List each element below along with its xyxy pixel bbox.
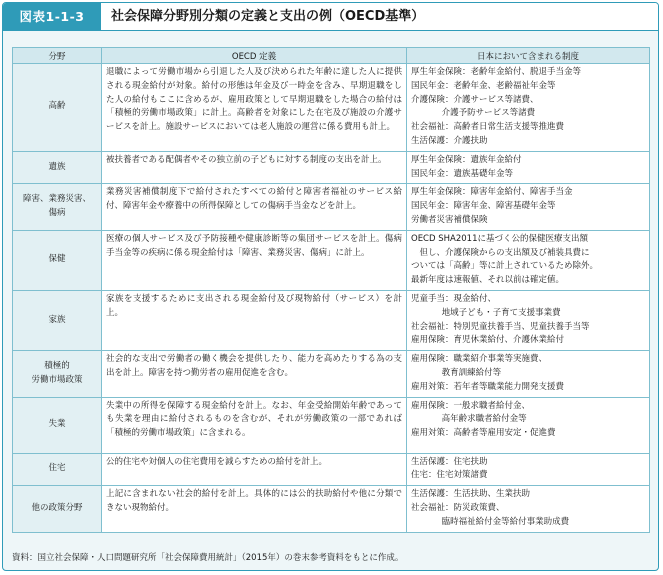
system-item: 国民年金：遺族基礎年金等 [411, 168, 514, 179]
table-row [13, 486, 650, 532]
oecd-definition-cell: 公的住宅や対個人の住宅費用を減らすための給付を計上。 [102, 453, 407, 486]
japan-systems-cell [407, 64, 650, 152]
oecd-definition-cell: 社会的な支出で労働者の働く機会を提供したり、能力を高めたりする為の支出を計上。障害を持つ勤労者の雇用促進を含む。 [102, 351, 407, 397]
column-header-category: 分野 [13, 48, 102, 64]
system-item: 介護保険：介護サービス等諸費、 [411, 94, 539, 105]
category-label: 高齢 [48, 101, 66, 112]
japan-systems-cell [407, 290, 650, 350]
japan-systems-cell [407, 151, 650, 184]
system-item: 労働者災害補償保険 [411, 214, 488, 225]
source-note: 資料：国立社会保障・人口問題研究所「社会保障費用統計」（2015年）の巻末参考資料をもとに作成。 [12, 553, 404, 563]
title-bar [3, 3, 658, 31]
system-item: 厚生年金保険：障害年金給付、障害手当金 [411, 187, 573, 198]
category-label: 傷病 [48, 208, 66, 219]
system-item: ついては「高齢」等に計上されているため除外。 [411, 261, 599, 272]
system-item: 介護予防サービス等諸費 [441, 108, 536, 119]
japan-systems-cell [407, 351, 650, 397]
system-item: 生活保護：生活扶助、生業扶助 [411, 489, 531, 500]
oecd-definition-cell: 失業中の所得を保障する現金給付を計上。なお、年金受給開始年齢であっても失業を理由に給付されるものを含むが、それが労働政策の一部であれば「積極的労働市場政策」に含まれる。 [102, 397, 407, 453]
category-label: 他の政策分野 [31, 502, 83, 513]
table-row [13, 351, 650, 397]
system-item: 国民年金：老齢年金、老齢福祉年金等 [411, 80, 556, 91]
system-item: 但し、介護保険からの支出額及び補装具費に [411, 247, 590, 258]
table-row [13, 290, 650, 350]
oecd-definition-cell: 上記に含まれない社会的給付を計上。具体的には公的扶助給付や他に分類できない現物給付。 [102, 486, 407, 532]
figure-title: 社会保障分野別分類の定義と支出の例（OECD基準） [111, 9, 425, 24]
category-label: 住宅 [48, 463, 66, 474]
system-item: 雇用保険：育児休業給付、介護休業給付 [411, 335, 565, 346]
system-item: 雇用保険：職業紹介事業等実施費、 [411, 354, 548, 365]
system-item: 社会福祉：高齢者日常生活支援等推進費 [411, 122, 565, 133]
system-item: 生活保護：介護扶助 [411, 135, 488, 146]
table-row [13, 184, 650, 230]
category-cell [13, 290, 102, 350]
category-cell [13, 64, 102, 152]
category-cell [13, 184, 102, 230]
table-row [13, 397, 650, 453]
system-item: 国民年金：障害年金、障害基礎年金等 [411, 201, 556, 212]
category-label: 遺族 [48, 161, 66, 172]
category-label: 積極的 [44, 361, 70, 372]
oecd-definition-cell: 被扶養者である配偶者やその独立前の子どもに対する制度の支出を計上。 [102, 151, 407, 184]
system-item: 雇用保険：一般求職者給付金、 [411, 400, 531, 411]
table-row [13, 64, 650, 152]
category-label: 失業 [48, 419, 66, 430]
japan-systems-cell [407, 184, 650, 230]
oecd-definition-cell: 医療の個人サービス及び予防接種や健康診断等の集団サービスを計上。傷病手当金等の疾病に係る現金給付は「障害、業務災害、傷病」に計上。 [102, 230, 407, 290]
category-cell [13, 397, 102, 453]
system-item: 児童手当：現金給付、 [411, 293, 497, 304]
oecd-definition-cell: 業務災害補償制度下で給付されたすべての給付と障害者福祉のサービス給付、障害年金や療養中の所得保障としての傷病手当金などを計上。 [102, 184, 407, 230]
category-cell [13, 151, 102, 184]
column-header-oecd-definition: OECD 定義 [102, 48, 407, 64]
system-item: 社会福祉：特別児童扶養手当、児童扶養手当等 [411, 321, 590, 332]
figure-panel [2, 2, 659, 571]
system-item: 生活保護：住宅扶助 [411, 456, 488, 467]
column-header-japan-systems: 日本において含まれる制度 [407, 48, 650, 64]
table-row [13, 230, 650, 290]
japan-systems-cell [407, 453, 650, 486]
category-cell [13, 486, 102, 532]
category-cell [13, 351, 102, 397]
table-row [13, 453, 650, 486]
figure-number-badge: 図表1-1-3 [3, 3, 101, 30]
category-cell [13, 453, 102, 486]
category-cell [13, 230, 102, 290]
system-item: 雇用対策：若年者等職業能力開発支援費 [411, 381, 565, 392]
table-container [12, 47, 649, 533]
system-item: 地域子ども・子育て支援事業費 [441, 307, 561, 318]
system-item: 雇用対策：高齢者等雇用安定・促進費 [411, 428, 556, 439]
system-item: 住宅：住宅対策諸費 [411, 470, 488, 481]
oecd-definition-cell: 家族を支援するために支出される現金給付及び現物給付（サービス）を計上。 [102, 290, 407, 350]
category-label: 保健 [48, 254, 66, 265]
system-item: 高年齢求職者給付金等 [441, 414, 527, 425]
japan-systems-cell [407, 486, 650, 532]
system-item: 厚生年金保険：遺族年金給付 [411, 154, 522, 165]
table-row [13, 151, 650, 184]
category-label: 家族 [48, 314, 66, 325]
system-item: 社会福祉：防災政策費、 [411, 502, 505, 513]
japan-systems-cell [407, 397, 650, 453]
category-label: 労働市場政策 [31, 374, 83, 385]
system-item: 教育訓練給付等 [441, 367, 502, 378]
table-header-row [13, 48, 650, 64]
system-item: 最新年度は速報値、それ以前は確定値。 [411, 275, 565, 286]
system-item: OECD SHA2011に基づく公的保健医療支出額 [411, 233, 588, 244]
japan-systems-cell [407, 230, 650, 290]
classification-table [12, 47, 650, 533]
oecd-definition-cell: 退職によって労働市場から引退した人及び決められた年齢に達した人に提供される現金給付が対象。給付の形態は年金及び一時金を含み、早期退職をした人の給付もここに含めるが、雇用政策として早期退職をした場合の給付は「積極的労働市場政策」に計上。高齢者を対象にした在宅及び施設の介護サービスを計上。施設サービスにおいては老人施設の運営に係る費用も計上。 [102, 64, 407, 152]
category-label: 障害、業務災害、 [22, 194, 91, 205]
system-item: 臨時福祉給付金等給付事業助成費 [441, 516, 570, 527]
system-item: 厚生年金保険：老齢年金給付、脱退手当金等 [411, 67, 582, 77]
